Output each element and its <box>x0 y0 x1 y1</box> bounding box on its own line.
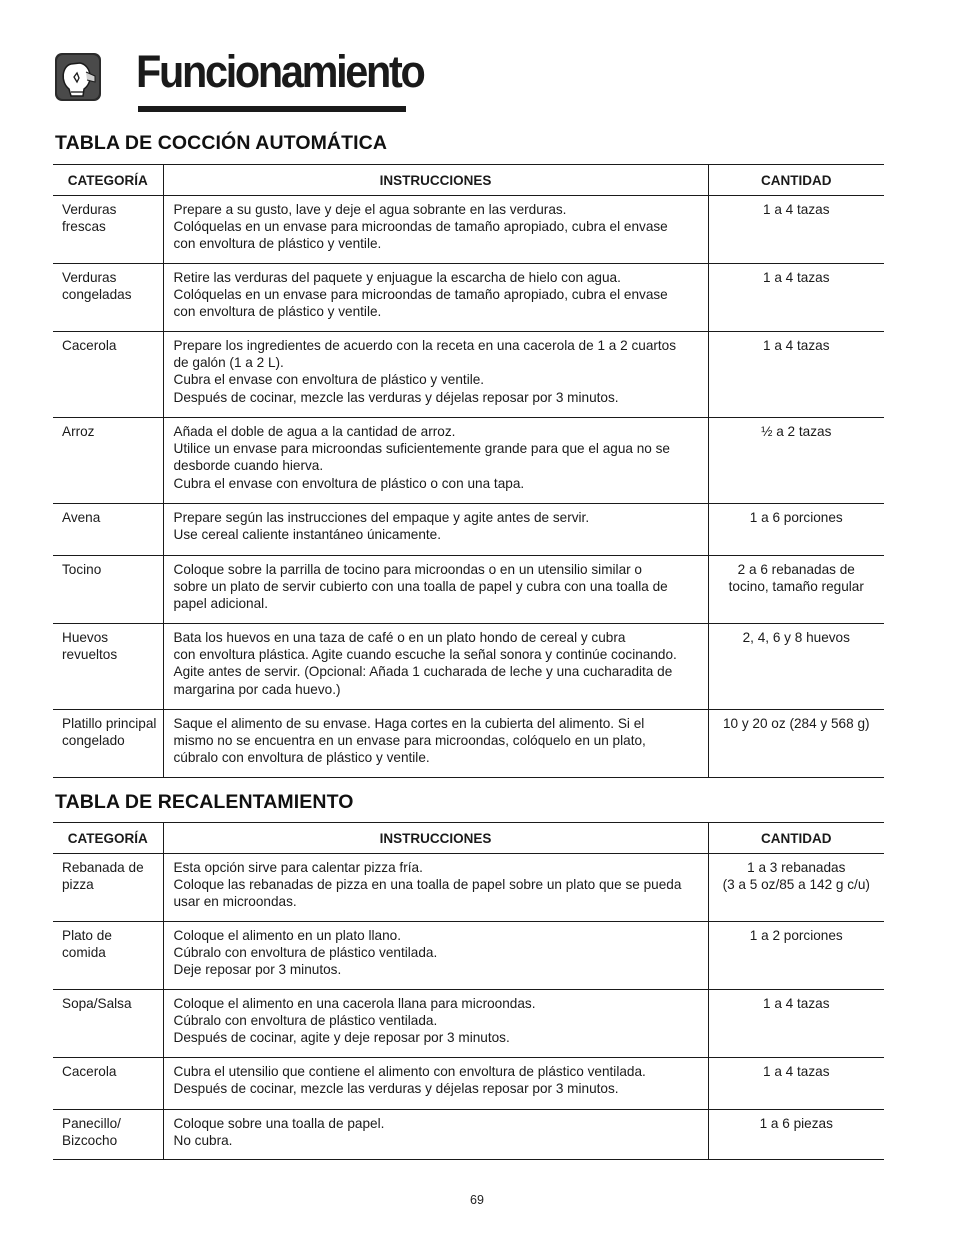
category-line: Cacerola <box>62 338 117 353</box>
instructions-line: papel adicional. <box>173 596 268 612</box>
instructions-cell <box>163 504 708 556</box>
instructions-cell <box>163 922 708 990</box>
instructions-cell <box>163 624 708 710</box>
quantity-line: ½ a 2 tazas <box>761 424 832 439</box>
quantity-line: 1 a 4 tazas <box>762 270 830 285</box>
instructions-cell <box>163 854 708 922</box>
category-line: Sopa/Salsa <box>62 996 132 1011</box>
instructions-line: Prepare a su gusto, lave y deje el agua sobrante en las verduras. <box>173 202 567 217</box>
column-header-quantity: CANTIDAD <box>708 823 884 854</box>
instructions-cell <box>163 710 708 778</box>
instructions-line: Después de cocinar, mezcle las verduras y déjelas reposar por 3 minutos. <box>173 1081 619 1097</box>
category-line: Avena <box>62 510 101 525</box>
instructions-line: Use cereal caliente instantáneo únicamente. <box>173 527 442 543</box>
cooking-table-title: TABLA DE COCCIÓN AUTOMÁTICA <box>55 132 388 154</box>
category-line: Tocino <box>62 562 102 577</box>
column-header-instructions: INSTRUCCIONES <box>163 165 708 196</box>
instructions-line: con envoltura de plástico y ventile. <box>173 304 382 320</box>
instructions-line: Deje reposar por 3 minutos. <box>173 962 342 978</box>
instructions-line: Agite antes de servir. (Opcional: Añada 1 cucharada de leche y una cucharadita de <box>173 664 673 680</box>
quantity-line: 1 a 3 rebanadas <box>747 860 846 875</box>
category-line: Plato de <box>62 928 112 943</box>
table-row <box>53 1058 884 1110</box>
category-cell <box>53 418 163 504</box>
category-cell <box>53 990 163 1058</box>
column-header-quantity: CANTIDAD <box>708 165 884 196</box>
quantity-cell <box>708 418 884 504</box>
table-row <box>53 854 884 922</box>
instructions-line: Coloque el alimento en una cacerola llana para microondas. <box>173 996 536 1011</box>
quantity-line: 1 a 4 tazas <box>762 996 830 1011</box>
category-line: pizza <box>62 877 94 893</box>
category-line: frescas <box>62 219 106 235</box>
quantity-line: 2, 4, 6 y 8 huevos <box>742 630 850 645</box>
reheat-table-title: TABLA DE RECALENTAMIENTO <box>55 791 354 813</box>
instructions-line: Cúbralo con envoltura de plástico ventilada. <box>173 1013 438 1029</box>
instructions-line: Coloque sobre la parrilla de tocino para microondas o en un utensilio similar o <box>173 562 642 577</box>
category-line: Huevos <box>62 630 109 645</box>
instructions-cell <box>163 418 708 504</box>
page-header <box>54 44 424 116</box>
instructions-line: Prepare según las instrucciones del empaque y agite antes de servir. <box>173 510 590 525</box>
instructions-cell <box>163 1058 708 1110</box>
category-cell <box>53 264 163 332</box>
quantity-cell <box>708 264 884 332</box>
table-header-row <box>53 165 884 196</box>
quantity-cell <box>708 504 884 556</box>
table-row <box>53 1110 884 1160</box>
category-line: Verduras <box>62 270 117 285</box>
instructions-line: margarina por cada huevo.) <box>173 681 341 697</box>
quantity-cell <box>708 922 884 990</box>
category-line: Bizcocho <box>62 1133 118 1149</box>
quantity-line: 1 a 4 tazas <box>762 338 830 353</box>
category-line: Platillo principal <box>62 716 157 731</box>
instructions-line: Cubra el utensilio que contiene el alimento con envoltura de plástico ventilada. <box>173 1064 646 1079</box>
quantity-cell <box>708 990 884 1058</box>
instructions-cell <box>163 196 708 264</box>
quantity-cell <box>708 1110 884 1160</box>
instructions-cell <box>163 556 708 624</box>
category-cell <box>53 556 163 624</box>
table-row <box>53 418 884 504</box>
instructions-line: Coloque sobre una toalla de papel. <box>173 1116 385 1131</box>
category-line: Arroz <box>62 424 95 439</box>
category-line: congelado <box>62 733 125 749</box>
instructions-cell <box>163 332 708 418</box>
instructions-line: Añada el doble de agua a la cantidad de arroz. <box>173 424 456 439</box>
quantity-line: 2 a 6 rebanadas de <box>737 562 855 577</box>
instructions-line: Saque el alimento de su envase. Haga cortes en la cubierta del alimento. Si el <box>173 716 645 731</box>
instructions-line: con envoltura de plástico y ventile. <box>173 236 382 252</box>
category-cell <box>53 922 163 990</box>
instructions-line: Después de cocinar, agite y deje reposar por 3 minutos. <box>173 1030 510 1046</box>
instructions-line: Colóquelas en un envase para microondas de tamaño apropiado, cubra el envase <box>173 287 668 303</box>
category-line: Panecillo/ <box>62 1116 121 1131</box>
instructions-line: Utilice un envase para microondas suficientemente grande para que el agua no se <box>173 441 670 457</box>
category-line: congeladas <box>62 287 132 303</box>
category-cell <box>53 1110 163 1160</box>
quantity-line: 1 a 6 piezas <box>759 1116 833 1131</box>
category-line: Cacerola <box>62 1064 117 1079</box>
category-cell <box>53 196 163 264</box>
instructions-cell <box>163 1110 708 1160</box>
table-header-row <box>53 823 884 854</box>
category-cell <box>53 854 163 922</box>
instructions-line: Coloque el alimento en un plato llano. <box>173 928 401 943</box>
quantity-cell <box>708 624 884 710</box>
quantity-cell <box>708 332 884 418</box>
quantity-line: 1 a 6 porciones <box>749 510 843 525</box>
instructions-line: cúbralo con envoltura de plástico y ventile. <box>173 750 430 766</box>
quantity-cell <box>708 196 884 264</box>
lightbulb-icon <box>54 52 104 104</box>
category-cell <box>53 1058 163 1110</box>
instructions-line: Prepare los ingredientes de acuerdo con la receta en una cacerola de 1 a 2 cuartos <box>173 338 677 353</box>
quantity-cell <box>708 854 884 922</box>
table-row <box>53 504 884 556</box>
category-line: comida <box>62 945 106 961</box>
table-row <box>53 332 884 418</box>
category-line: revueltos <box>62 647 118 663</box>
instructions-line: Esta opción sirve para calentar pizza fría. <box>173 860 423 875</box>
table-row <box>53 710 884 778</box>
quantity-cell <box>708 1058 884 1110</box>
title-underline <box>138 106 406 112</box>
table-row <box>53 624 884 710</box>
instructions-line: Después de cocinar, mezcle las verduras y déjelas reposar por 3 minutos. <box>173 389 619 405</box>
page-title: Funcionamiento <box>136 46 424 97</box>
column-header-instructions: INSTRUCCIONES <box>163 823 708 854</box>
instructions-line: Bata los huevos en una taza de café o en un plato hondo de cereal y cubra <box>173 630 626 645</box>
instructions-line: Cubra el envase con envoltura de plástico o con una tapa. <box>173 475 525 491</box>
instructions-line: mismo no se encuentra en un envase para microondas, colóquelo en un plato, <box>173 733 646 749</box>
instructions-line: con envoltura plástica. Agite cuando escuche la señal sonora y continúe cocinando. <box>173 647 677 663</box>
table-row <box>53 990 884 1058</box>
reheat-table <box>53 822 884 1160</box>
instructions-line: desborde cuando hierva. <box>173 458 324 474</box>
category-line: Rebanada de <box>62 860 144 875</box>
category-cell <box>53 332 163 418</box>
instructions-line: Cúbralo con envoltura de plástico ventilada. <box>173 945 438 961</box>
table-row <box>53 922 884 990</box>
quantity-line: 10 y 20 oz (284 y 568 g) <box>722 716 870 731</box>
category-cell <box>53 710 163 778</box>
instructions-line: sobre un plato de servir cubierto con una toalla de papel y cubra con una toalla de <box>173 579 668 595</box>
quantity-line: tocino, tamaño regular <box>728 579 864 595</box>
instructions-cell <box>163 264 708 332</box>
column-header-category: CATEGORÍA <box>53 165 163 196</box>
column-header-category: CATEGORÍA <box>53 823 163 854</box>
quantity-line: 1 a 2 porciones <box>749 928 843 943</box>
table-row <box>53 556 884 624</box>
quantity-cell <box>708 710 884 778</box>
category-line: Verduras <box>62 202 117 217</box>
quantity-line: 1 a 4 tazas <box>762 1064 830 1079</box>
quantity-line: (3 a 5 oz/85 a 142 g c/u) <box>722 877 870 893</box>
instructions-line: Cubra el envase con envoltura de plástico y ventile. <box>173 372 485 388</box>
quantity-line: 1 a 4 tazas <box>762 202 830 217</box>
instructions-cell <box>163 990 708 1058</box>
instructions-line: Colóquelas en un envase para microondas de tamaño apropiado, cubra el envase <box>173 219 668 235</box>
instructions-line: No cubra. <box>173 1133 233 1149</box>
instructions-line: Retire las verduras del paquete y enjuague la escarcha de hielo con agua. <box>173 270 621 285</box>
category-cell <box>53 624 163 710</box>
cooking-table <box>53 164 884 778</box>
table-row <box>53 264 884 332</box>
category-cell <box>53 504 163 556</box>
instructions-line: de galón (1 a 2 L). <box>173 355 284 371</box>
table-row <box>53 196 884 264</box>
page-number: 69 <box>470 1193 484 1207</box>
quantity-cell <box>708 556 884 624</box>
instructions-line: usar en microondas. <box>173 894 297 910</box>
instructions-line: Coloque las rebanadas de pizza en una toalla de papel sobre un plato que se pueda <box>173 877 682 893</box>
